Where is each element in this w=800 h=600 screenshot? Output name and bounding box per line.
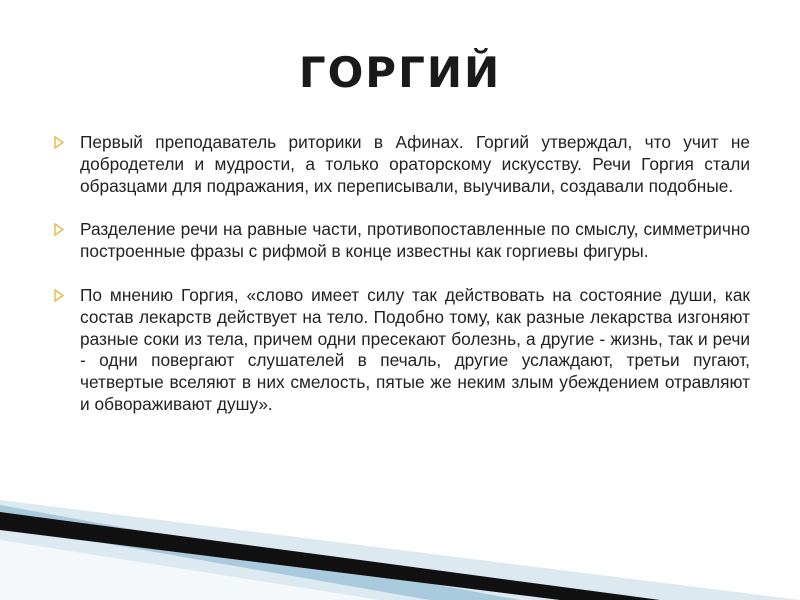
hollow-arrow-bullet-icon bbox=[54, 289, 64, 302]
paragraph-text: По мнению Горгия, «слово имеет силу так действовать на состояние души, как состав лекарств действует на тело. Подобно тому, как разные лекарства изгоняют разные соки из тела, причем одни пресекают болезнь, а другие - жизнь, так и речи - одни повергают слушателей в печаль, другие услаждают, третьи пугают, четвертые вселяют в них смелость, пятые же неким злым убеждением отравляют и обвораживают душу». bbox=[80, 284, 750, 414]
bullet-paragraph-3 bbox=[54, 285, 750, 416]
paragraph-text: Разделение речи на равные части, противопоставленные по смыслу, симметрично построенные фразы с рифмой в конце известны как горгиевы фигуры. bbox=[80, 219, 750, 262]
bullet-paragraph-2 bbox=[54, 219, 750, 263]
bullet-paragraph-1 bbox=[54, 132, 750, 197]
slide-title: ГОРГИЙ bbox=[298, 48, 502, 97]
hollow-arrow-bullet-icon bbox=[54, 223, 64, 236]
hollow-arrow-bullet-icon bbox=[54, 136, 64, 149]
paragraph-text: Первый преподаватель риторики в Афинах. Горгий утверждал, что учит не добродетели и мудрости, а только ораторскому искусству. Речи Горгия стали образцами для подражания, их переписывали, выучивали, создавали подобные. bbox=[80, 132, 750, 196]
slide-content bbox=[54, 132, 750, 438]
